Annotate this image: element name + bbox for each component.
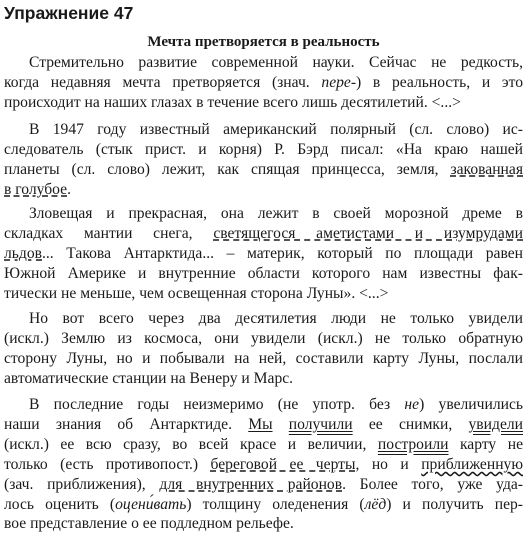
text-segment: сторону Луны, но и побывали на ней, составили карту Луны, послали — [4, 350, 523, 367]
marked-phrase: береговой ее черты — [210, 456, 356, 473]
text-segment: ) увеличились — [419, 396, 523, 413]
text-segment: складках мантии снега, — [4, 225, 214, 242]
text-segment: ее снимки, — [352, 416, 469, 433]
text-segment: (зач. приближения), — [4, 476, 160, 493]
text-line — [4, 475, 523, 495]
marked-phrase: приближенную — [421, 456, 523, 473]
text-line — [4, 515, 523, 533]
text-line — [4, 329, 523, 349]
text-line — [4, 140, 523, 160]
text-line — [4, 309, 523, 329]
text-line — [4, 224, 523, 244]
text-line — [4, 93, 523, 113]
text-segment: когда недавняя мечта претворяется (знач. — [4, 74, 322, 91]
text-line — [4, 395, 523, 415]
text-line — [4, 120, 523, 140]
text-line — [4, 180, 523, 200]
text-segment: . — [67, 181, 71, 198]
text-segment: Южной Америке и внутренние области которого нам известны фак- — [4, 265, 523, 282]
text-segment: только (есть противопост.) — [4, 456, 211, 473]
text-line — [4, 160, 523, 180]
marked-phrase: светящегося аметистами и изумрудами — [213, 225, 523, 242]
text-line — [4, 264, 523, 284]
exercise-title: Упражнение 47 — [4, 3, 134, 23]
text-segment: ) толщину оледенения ( — [186, 496, 365, 513]
text-segment — [273, 416, 289, 433]
text-segment: ... Такова Антарктида... – материк, который по площади равен — [42, 245, 523, 262]
text-segment: В последние годы неизмеримо (не употр. без — [29, 396, 405, 413]
text-title: Мечта претворяется в реальность — [147, 34, 380, 50]
marked-phrase: для внутренних районов — [159, 476, 343, 493]
marked-phrase: построили — [377, 436, 449, 453]
text-segment: тически не меньше, чем освещенная сторона Луны». <...> — [4, 285, 389, 302]
marked-phrase: Мы — [248, 416, 273, 433]
text-line — [4, 349, 523, 369]
text-line — [4, 284, 523, 304]
text-segment: наши знания об Антарктиде. — [4, 416, 249, 433]
marked-phrase: пере- — [321, 74, 357, 91]
text-segment: (искл.) Землю из космоса, они увидели (искл.) не только обратную — [4, 330, 523, 347]
marked-phrase: получили — [288, 416, 353, 433]
text-segment: . Более того, уже уда- — [342, 476, 523, 493]
marked-phrase: закованная — [450, 161, 523, 178]
marked-phrase: оцени́вать — [115, 496, 187, 513]
text-segment: Но вот всего через два десятилетия люди не только увидели — [29, 310, 523, 327]
text-line — [4, 455, 523, 475]
text-segment: (искл.) ее всю сразу, во всей красе и величии, — [4, 436, 378, 453]
text-line — [4, 244, 523, 264]
text-segment: следователь (стык прист. и корня) Р. Бэрд писал: «На краю нашей — [4, 141, 523, 158]
text-segment: Стремительно развитие современной науки. Сейчас не редкость, — [29, 54, 523, 71]
text-line — [4, 435, 523, 455]
text-segment: автоматические станции на Венеру и Марс. — [4, 370, 294, 387]
text-line — [4, 204, 523, 224]
text-segment: ) и получить пер- — [386, 496, 523, 513]
marked-phrase: лёд — [364, 496, 387, 513]
text-segment: происходит на наших глазах в течение всего лишь десятилетий. <...> — [4, 94, 461, 111]
text-segment: ) в реальность, и это — [356, 74, 523, 91]
text-line — [4, 495, 523, 515]
text-segment: Зловещая и прекрасная, она лежит в своей морозной дреме в — [29, 205, 523, 222]
marked-phrase: увидели — [468, 416, 523, 433]
marked-phrase: не — [404, 396, 420, 413]
text-line — [4, 73, 523, 93]
text-segment: лось оценить ( — [4, 496, 116, 513]
text-segment: вое представление о ее подледном рельефе. — [4, 515, 294, 532]
text-line — [4, 415, 523, 435]
marked-phrase: в голубое — [4, 181, 68, 198]
text-line — [4, 369, 523, 389]
text-line — [4, 53, 523, 73]
text-segment: , но и — [355, 456, 422, 473]
text-segment: В 1947 году известный американский полярный (сл. слово) ис- — [29, 121, 523, 138]
marked-phrase: льдов — [4, 245, 42, 262]
text-segment: планеты (сл. слово) лежит, как спящая принцесса, земля, — [4, 161, 451, 178]
text-segment: карту не — [448, 436, 523, 453]
